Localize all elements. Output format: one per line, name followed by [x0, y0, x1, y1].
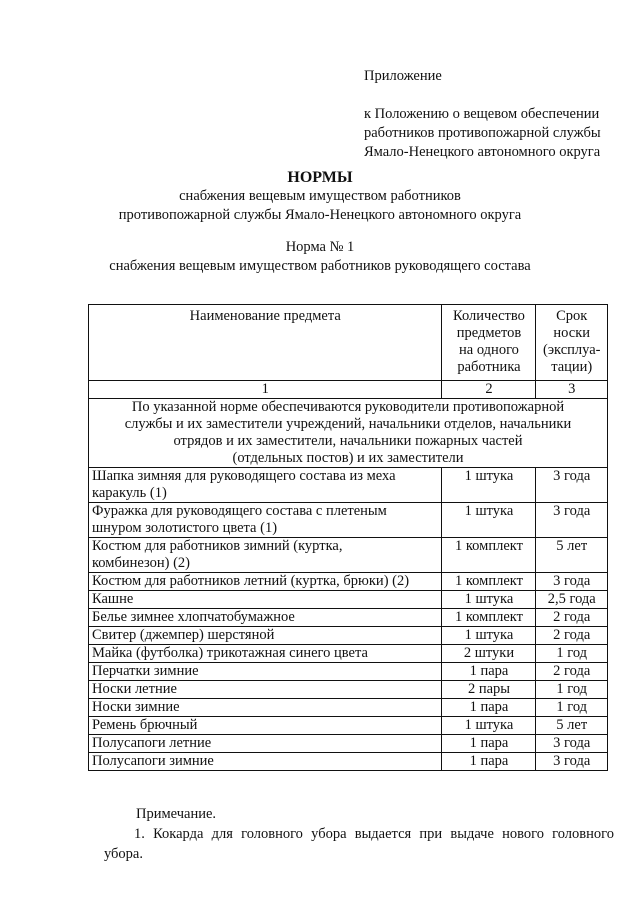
- table-row: [89, 717, 608, 735]
- header-quantity: [442, 305, 536, 381]
- header-quantity-line: предметов: [456, 325, 522, 341]
- column-number-3: 3: [536, 381, 608, 399]
- item-name: Свитер (джемпер) шерстяной: [89, 627, 442, 645]
- table-row: [89, 699, 608, 717]
- table-row: [89, 663, 608, 681]
- appendix-title: Приложение: [364, 68, 442, 84]
- item-term: 1 год: [536, 681, 608, 699]
- header-quantity-line: работника: [457, 359, 521, 375]
- item-term: 1 год: [536, 699, 608, 717]
- item-quantity: 1 штука: [442, 503, 536, 538]
- item-quantity: 1 пара: [442, 735, 536, 753]
- column-number-1: 1: [89, 381, 442, 399]
- table-row: [89, 503, 608, 538]
- appendix-line-1: к Положению о вещевом обеспечении: [364, 106, 600, 122]
- item-name: Костюм для работников летний (куртка, брюки) (2): [89, 573, 442, 591]
- item-name: Носки зимние: [89, 699, 442, 717]
- norm-number: Норма № 1: [285, 239, 355, 255]
- table-row: [89, 573, 608, 591]
- item-term: 1 год: [536, 645, 608, 663]
- document-title: НОРМЫ: [287, 169, 353, 186]
- item-term: 2,5 года: [536, 591, 608, 609]
- item-term: 3 года: [536, 753, 608, 771]
- table-note-line: (отдельных постов) и их заместители: [232, 450, 464, 466]
- table-note-line: отрядов и их заместители, начальники пожарных частей: [173, 433, 523, 449]
- item-name: Ремень брючный: [89, 717, 442, 735]
- item-term: 3 года: [536, 735, 608, 753]
- item-name-line: Фуражка для руководящего состава с плетеным: [92, 503, 387, 519]
- item-quantity: 2 штуки: [442, 645, 536, 663]
- item-quantity: 2 пары: [442, 681, 536, 699]
- item-quantity: 1 пара: [442, 699, 536, 717]
- column-number-2: 2: [442, 381, 536, 399]
- table-row: [89, 753, 608, 771]
- item-name: Полусапоги летние: [89, 735, 442, 753]
- item-term: 2 года: [536, 627, 608, 645]
- item-name-line: Шапка зимняя для руководящего состава из меха: [92, 468, 396, 484]
- item-quantity: 1 комплект: [442, 609, 536, 627]
- table-row: [89, 538, 608, 573]
- item-quantity: 1 комплект: [442, 573, 536, 591]
- item-quantity: 1 штука: [442, 627, 536, 645]
- item-name: Перчатки зимние: [89, 663, 442, 681]
- document-subtitle-2: противопожарной службы Ямало-Ненецкого автономного округа: [118, 207, 522, 223]
- header-term-line: носки: [553, 325, 591, 341]
- item-term: 3 года: [536, 468, 608, 503]
- table-row: [89, 645, 608, 663]
- item-term: 2 года: [536, 609, 608, 627]
- item-term: 5 лет: [536, 538, 608, 573]
- column-number-row: [89, 381, 608, 399]
- item-name-line: комбинезон) (2): [92, 555, 190, 571]
- item-name: Кашне: [89, 591, 442, 609]
- table-row: [89, 735, 608, 753]
- table-row: [89, 468, 608, 503]
- norm-description: снабжения вещевым имуществом работников руководящего состава: [109, 258, 531, 274]
- table-header-row: [89, 305, 608, 381]
- table-note-row: [89, 399, 608, 468]
- item-name-line: Костюм для работников зимний (куртка,: [92, 538, 343, 554]
- item-name: Носки летние: [89, 681, 442, 699]
- table-note: [89, 399, 608, 468]
- item-term: 2 года: [536, 663, 608, 681]
- header-name: Наименование предмета: [89, 305, 442, 381]
- item-quantity: 1 комплект: [442, 538, 536, 573]
- table-row: [89, 609, 608, 627]
- header-term-line: Срок: [556, 308, 588, 324]
- header-quantity-line: на одного: [459, 342, 519, 358]
- header-term-line: (эксплуа-: [542, 342, 601, 358]
- header-term-line: тации): [551, 359, 593, 375]
- item-quantity: 1 штука: [442, 717, 536, 735]
- table-row: [89, 591, 608, 609]
- item-quantity: 1 штука: [442, 591, 536, 609]
- item-name: [89, 538, 442, 573]
- item-name: Полусапоги зимние: [89, 753, 442, 771]
- item-quantity: 1 штука: [442, 468, 536, 503]
- appendix-line-3: Ямало-Ненецкого автономного округа: [364, 144, 601, 160]
- header-term: [536, 305, 608, 381]
- item-name: [89, 468, 442, 503]
- table-row: [89, 681, 608, 699]
- item-name: Майка (футболка) трикотажная синего цвета: [89, 645, 442, 663]
- header-quantity-line: Количество: [453, 308, 525, 324]
- item-name-line: шнуром золотистого цвета (1): [92, 520, 278, 536]
- item-term: 3 года: [536, 503, 608, 538]
- item-name: Белье зимнее хлопчатобумажное: [89, 609, 442, 627]
- item-quantity: 1 пара: [442, 663, 536, 681]
- footnote-title: Примечание.: [136, 806, 217, 822]
- item-term: 3 года: [536, 573, 608, 591]
- item-name: [89, 503, 442, 538]
- item-name-line: каракуль (1): [92, 485, 167, 501]
- footnote-text: 1. Кокарда для головного убора выдается при выдаче нового головного убора.: [104, 826, 614, 862]
- table-note-line: службы и их заместители учреждений, начальники отделов, начальники: [124, 416, 572, 432]
- table-row: [89, 627, 608, 645]
- item-quantity: 1 пара: [442, 753, 536, 771]
- item-term: 5 лет: [536, 717, 608, 735]
- norms-table: [88, 304, 608, 771]
- appendix-line-2: работников противопожарной службы: [364, 125, 601, 141]
- document-subtitle-1: снабжения вещевым имуществом работников: [179, 188, 461, 204]
- table-note-line: По указанной норме обеспечиваются руководители противопожарной: [131, 399, 565, 415]
